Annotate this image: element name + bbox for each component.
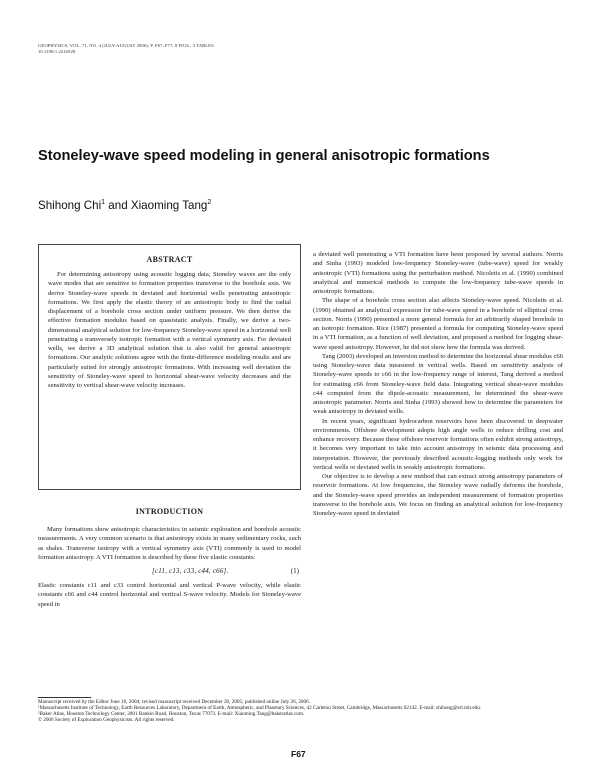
footnote-divider xyxy=(38,697,91,698)
journal-citation-line: GEOPHYSICS, VOL. 71, NO. 4 (JULY-AUGUST 2006); P. F67–F77, 8 FIGS., 3 TABLES. xyxy=(38,43,215,48)
intro-paragraph: Many formations show anisotropic characteristics in seismic exploration and borehole acoustic measurements. A very common scenario is that anisotropy exists in many sedimentary rocks, such as shales. Transverse isotropy with a vertical symmetry axis (VTI) commonly is used to model formation anisotropy. A VTI formation is described by these five elastic constants: xyxy=(38,526,301,561)
author-name: Xiaoming Tang xyxy=(130,199,208,212)
author-line xyxy=(38,199,211,212)
body-paragraph: The shape of a borehole cross section also affects Stoneley-wave speed. Nicoletis et al. (1990) obtained an analytical expression for tube-wave speed in a borehole of elliptical cross section. Norris (1990) presented a more general formula for an arbitrarily shaped borehole in an isotropic formation. Rice (1987) presented a formula for computing Stoneley-wave speed in a VTI formation, as a function of well deviation, and proposed a method for logging shear-wave speed anisotropy. However, he did not show how the formula was derived. xyxy=(313,297,563,351)
equation-body: [c11, c13, c33, c44, c66]. xyxy=(152,567,229,575)
doi-line: 10.1190/1.2216928 xyxy=(38,49,76,54)
body-paragraph: In recent years, significant hydrocarbon reservoirs have been discovered in deepwater environments. Offshore development adopts high angle wells to reduce drilling cost and enhance recovery. Because these offshore reservoir formations often exhibit strong anisotropy, it becomes very important to take into account anisotropy in seismic data processing and interpretation. However, the previously described acoustic-logging methods only work for vertical wells or deviated wells in weakly anisotropic formations. xyxy=(313,417,563,471)
body-paragraph: Our objective is to develop a new method that can extract strong anisotropy parameters of reservoir formations. At low frequencies, the Stoneley wave radially deforms the borehole, and the Stoneley-wave speed provides an independent measurement of formation properties transverse to the borehole axis. We focus on finding an analytical solution for low-frequency Stoneley-wave speed in deviated xyxy=(313,473,563,517)
footnote-affiliation-2: ²Baker Atlas, Houston Technology Center, 2001 Rankin Road, Houston, Texas 77073. E-mail: Xiaoming.Tang@bakeratlas.com. xyxy=(38,711,305,718)
body-paragraph: Tang (2003) developed an inversion method to determine the horizontal shear modulus c66 using Stoneley-wave data measured in vertical wells. Based on sensitivity analysis of Stoneley-wave speeds to c66 in the low-frequency range of interest, Tang derived a method for estimating c66 from Stoneley-wave field data. Integrating vertical shear-wave modulus c44 computed from the dipole-acoustic measurement, he determined the shear-wave anisotropic parameter. Norris and Sinha (1993) showed how to determine the parameters for weak anisotropy in deviated wells. xyxy=(313,352,563,416)
abstract-box xyxy=(38,244,301,490)
introduction-heading: INTRODUCTION xyxy=(135,507,204,516)
footnotes xyxy=(38,699,563,723)
affiliation-mark: 1 xyxy=(101,199,106,207)
journal-citation xyxy=(38,43,358,55)
left-column xyxy=(38,244,301,609)
footnote-affiliation-1: ¹Massachusetts Institute of Technology, Earth Resources Laboratory, Department of Earth, Atmospheric, and Planetary Sciences, 42 Carleton Street, Cambridge, Massachusetts 02142. E-mail: shihong@erl.mit.edu. xyxy=(38,705,482,712)
equation-1 xyxy=(38,564,301,580)
affiliation-mark: 2 xyxy=(207,199,212,207)
intro-paragraph: Elastic constants c11 and c33 control horizontal and vertical P-wave velocity, while elastic constants c66 and c44 control horizontal and vertical S-wave velocity. Models for Stoneley-wave speed in xyxy=(38,582,301,608)
right-column xyxy=(313,250,563,518)
footnote-copyright: © 2006 Society of Exploration Geophysicists. All rights reserved. xyxy=(38,717,175,724)
body-paragraph: a deviated well penetrating a VTI formation have been proposed by several authors. Norris and Sinha (1993) modeled low-frequency Stoneley-wave (tube-wave) speed for weakly anisotropic (VTI) formations using the perturbation method. Nicoletis et al. (1990) combined analytical and numerical methods to compute the low-frequency tube-wave speeds in anisotropic formations. xyxy=(313,251,563,295)
author-conjunction: and xyxy=(105,199,131,212)
equation-number: (1) xyxy=(290,567,299,575)
article-title: Stoneley-wave speed modeling in general anisotropic formations xyxy=(38,148,490,164)
page-number: F67 xyxy=(291,749,306,759)
abstract-heading: ABSTRACT xyxy=(146,255,193,264)
author-name: Shihong Chi xyxy=(38,199,102,212)
abstract-text: For determining anisotropy using acoustic logging data, Stoneley waves are the only wave modes that are sensitive to formation properties transverse to the borehole axis. We derive Stoneley-wave speeds in deviated and horizontal wells penetrating anisotropic formations. We first apply the elastic theory of an anisotropic body to find the radial displacement of a borehole cross section under uniform pressure. We then derive the effective formation modulus based on quasistatic analysis. Finally, we derive a two-dimensional analytical solution for low-frequency Stoneley-wave speed in a horizontal well penetrating a transversely isotropic formation with a vertical symmetry axis. For deviated wells, we derive a 3D analytical solution that is also valid for general anisotropic formations. Our analytic solutions agree with the finite-difference modeling results and are particularly suited for strongly anisotropic formations. With increasing well deviation the sensitivity of Stoneley-wave speed to horizontal shear-wave velocity decreases and the sensitivity to vertical shear-wave velocity increases. xyxy=(48,271,291,389)
footnote-manuscript: Manuscript received by the Editor June 16, 2004; revised manuscript received December 20, 2005; published online July 26, 2006. xyxy=(38,699,310,705)
